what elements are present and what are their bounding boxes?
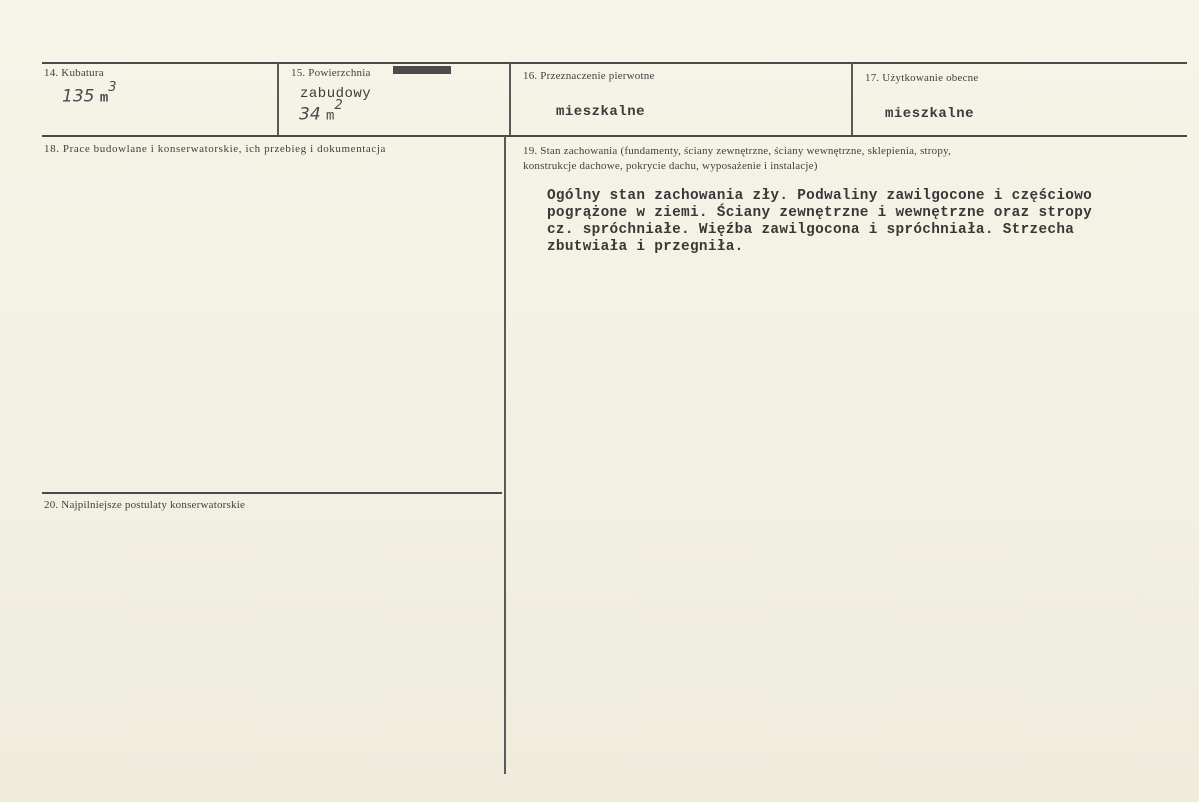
field-18-label: 18. Prace budowlane i konserwatorskie, ich przebieg i dokumentacja	[44, 143, 386, 155]
field-15-value: 34 $m^2$	[299, 98, 343, 125]
field-20-label: 20. Najpilniejsze postulaty konserwatorskie	[44, 499, 246, 511]
field-14-value: 135 $m^3$	[62, 80, 117, 107]
overstrike-mark	[393, 66, 451, 74]
field-16-value: mieszkalne	[556, 104, 646, 120]
top-rule	[42, 62, 1187, 64]
field-15-label: 15. Powierzchnia	[291, 67, 371, 79]
field-19-label: 19. Stan zachowania (fundamenty, ściany zewnętrzne, ściany wewnętrzne, sklepienia, stropy, konstrukcje dachowe, pokrycie dachu, wyposażenie i instalacje)	[523, 145, 952, 172]
divider-14-15	[277, 63, 279, 135]
field-17-label: 17. Użytkowanie obecne	[865, 72, 979, 84]
field-14-label: 14. Kubatura	[44, 67, 104, 79]
divider-15-16	[509, 63, 511, 135]
divider-16-17	[851, 63, 853, 135]
field-17-value: mieszkalne	[885, 106, 975, 122]
field-15-type: zabudowy	[300, 86, 372, 102]
main-column-divider	[504, 136, 506, 774]
field-16-label: 16. Przeznaczenie pierwotne	[523, 70, 655, 82]
section-rule	[42, 135, 1187, 137]
field-19-description: Ogólny stan zachowania zły. Podwaliny zawilgocone i częściowo pogrążone w ziemi. Ściany zewnętrzne i wewnętrzne oraz stropy cz. spróchniałe. Więźba zawilgocona i spróchniała. Strzecha zbutwiała i przegniła.	[547, 188, 1093, 255]
left-divider-rule	[42, 492, 502, 494]
